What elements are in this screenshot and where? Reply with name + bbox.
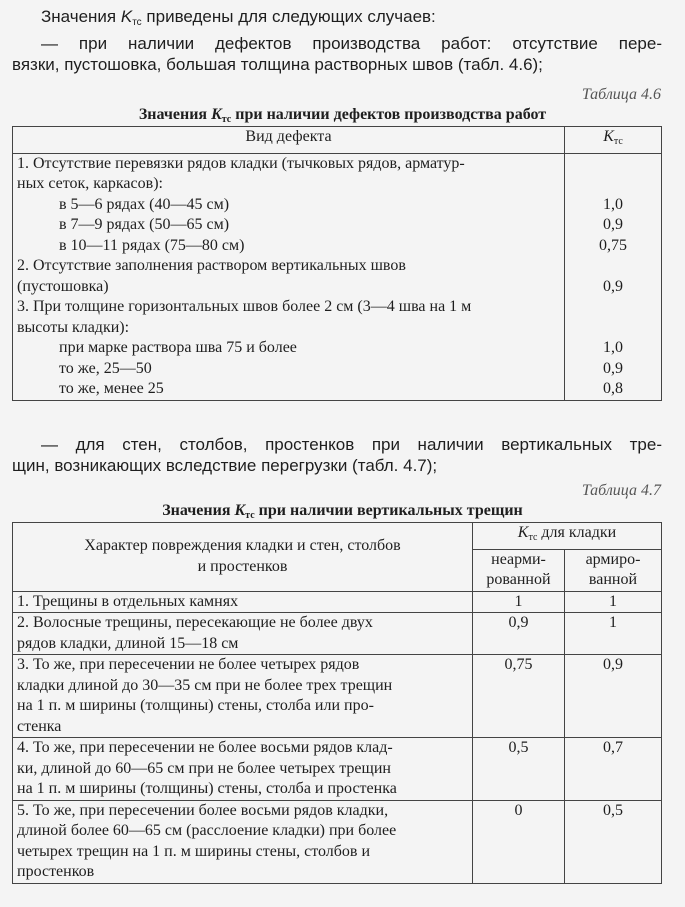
table-4-7-caption: Значения $K_{тс}$ при наличии вертикальных трещин: [162, 502, 523, 521]
middle-line-1: — для стен, столбов, простенков при наличии вертикальных тре-: [41, 435, 662, 454]
defect-cell: высоты кладки):: [13, 318, 565, 339]
table-4-7-col-unreinforced: [473, 549, 565, 591]
reinforced-value-cell: 0,9: [565, 655, 662, 738]
table-row: [13, 236, 662, 257]
unreinforced-value-cell: 0,9: [473, 613, 565, 655]
unreinforced-value-cell: 0: [473, 800, 565, 883]
defect-cell: в 7—9 рядах (50—65 см): [13, 215, 565, 236]
table-4-6-caption: Значения $K_{тс}$ при наличии дефектов производства работ: [138, 106, 547, 125]
table-4-7-col-reinforced: [565, 549, 662, 591]
reinforced-value-cell: 0,5: [565, 800, 662, 883]
table-row: [13, 318, 662, 339]
k-value-cell: 1,0: [565, 195, 662, 216]
table-4-6-body: [13, 153, 662, 400]
k-value-cell: 0,9: [565, 277, 662, 298]
damage-description-cell: [13, 655, 473, 738]
table-row: [13, 613, 662, 655]
sub1-line1: неарми-: [491, 550, 546, 568]
table-4-7-col1-line1: Характер повреждения кладки и стен, столбов: [84, 537, 401, 555]
defect-cell: то же, 25—50: [13, 359, 565, 380]
intro-line-2b: вязки, пустошовка, большая толщина растворных швов (табл. 4.6);: [12, 55, 543, 74]
table-4-7-label: Таблица 4.7: [581, 482, 661, 499]
defect-cell: 3. При толщине горизонтальных швов более 2 см (3—4 шва на 1 м: [13, 297, 565, 318]
table-4-6-label: Таблица 4.6: [581, 86, 661, 103]
table-row: [13, 379, 662, 400]
k-value-cell: [565, 318, 662, 339]
k-value-cell: 0,75: [565, 236, 662, 257]
intro-line-2a: — при наличии дефектов производства работ: отсутствие пере-: [41, 34, 662, 53]
defect-cell: (пустошовка): [13, 277, 565, 298]
table-row: [13, 174, 662, 195]
damage-description-cell: [13, 800, 473, 883]
table-4-6-col-defect: Вид дефекта: [13, 127, 565, 154]
middle-line-2: щин, возникающих вследствие перегрузки (табл. 4.7);: [12, 456, 438, 475]
damage-description-cell: [13, 591, 473, 613]
description-line: на 1 п. м ширины (толщины) стены, столба и простенка: [17, 780, 397, 797]
sub2-line1: армиро-: [585, 550, 641, 568]
sub1-line2: рованной: [486, 571, 551, 588]
defect-cell: 1. Отсутствие перевязки рядов кладки (тычковых рядов, арматур-: [13, 153, 565, 174]
unreinforced-value-cell: 0,75: [473, 655, 565, 738]
table-row: [13, 153, 662, 174]
table-row: [13, 256, 662, 277]
reinforced-value-cell: 1: [565, 591, 662, 613]
defect-cell: ных сеток, каркасов):: [13, 174, 565, 195]
table-4-7-body: [13, 591, 662, 883]
table-4-7-col-description: [13, 523, 473, 592]
description-line: 3. То же, при пересечении не более четырех рядов: [17, 656, 360, 673]
description-line: 1. Трещины в отдельных камнях: [17, 592, 239, 610]
description-line: длиной более 60—65 см (расслоение кладки) при более: [17, 822, 397, 839]
table-row: [13, 359, 662, 380]
defect-cell: в 5—6 рядах (40—45 см): [13, 195, 565, 216]
k-value-cell: 1,0: [565, 338, 662, 359]
k-value-cell: [565, 174, 662, 195]
k-value-cell: [565, 256, 662, 277]
unreinforced-value-cell: 0,5: [473, 738, 565, 801]
reinforced-value-cell: 1: [565, 613, 662, 655]
table-4-7-col-k: $K_{тс}$ для кладки: [473, 523, 662, 550]
description-line: рядов кладки, длиной 15—18 см: [17, 634, 239, 652]
k-value-cell: [565, 153, 662, 174]
k-value-cell: 0,9: [565, 215, 662, 236]
table-row: [13, 800, 662, 883]
table-4-7-col1-line2: и простенков: [197, 557, 288, 575]
k-value-cell: [565, 297, 662, 318]
description-line: 5. То же, при пересечении более восьми рядов кладки,: [17, 801, 389, 819]
table-4-6: [12, 126, 662, 401]
intro-line-1: Значения $K_{тс}$ приведены для следующих случаев:: [41, 7, 436, 28]
damage-description-cell: [13, 738, 473, 801]
table-row: [13, 591, 662, 613]
table-row: [13, 738, 662, 801]
intro-paragraph: [12, 6, 662, 75]
sub2-line2: ванной: [588, 571, 638, 588]
description-line: 4. То же, при пересечении не более восьми рядов клад-: [17, 739, 393, 756]
table-row: [13, 338, 662, 359]
description-line: простенков: [17, 863, 95, 880]
description-line: 2. Волосные трещины, пересекающие не более двух: [17, 614, 373, 631]
table-4-7: [12, 522, 662, 884]
description-line: на 1 п. м ширины (толщины) стены, столба или про-: [17, 697, 374, 714]
k-value-cell: 0,8: [565, 379, 662, 400]
description-line: кладки длиной до 30—35 см при не более трех трещин: [17, 676, 393, 694]
table-row: [13, 215, 662, 236]
table-row: [13, 195, 662, 216]
table-row: [13, 655, 662, 738]
k-value-cell: 0,9: [565, 359, 662, 380]
defect-cell: то же, менее 25: [13, 379, 565, 400]
middle-paragraph: [12, 434, 662, 476]
defect-cell: при марке раствора шва 75 и более: [13, 338, 565, 359]
description-line: ки, длиной до 60—65 см при не более четырех трещин: [17, 759, 391, 777]
defect-cell: 2. Отсутствие заполнения раствором вертикальных швов: [13, 256, 565, 277]
damage-description-cell: [13, 613, 473, 655]
description-line: четырех трещин на 1 п. м ширины стены, столбов и: [17, 842, 371, 860]
table-4-6-col-k: $K_{тс}$: [565, 127, 662, 154]
reinforced-value-cell: 0,7: [565, 738, 662, 801]
defect-cell: в 10—11 рядах (75—80 см): [13, 236, 565, 257]
description-line: стенка: [17, 717, 62, 735]
unreinforced-value-cell: 1: [473, 591, 565, 613]
table-row: [13, 277, 662, 298]
table-row: [13, 297, 662, 318]
